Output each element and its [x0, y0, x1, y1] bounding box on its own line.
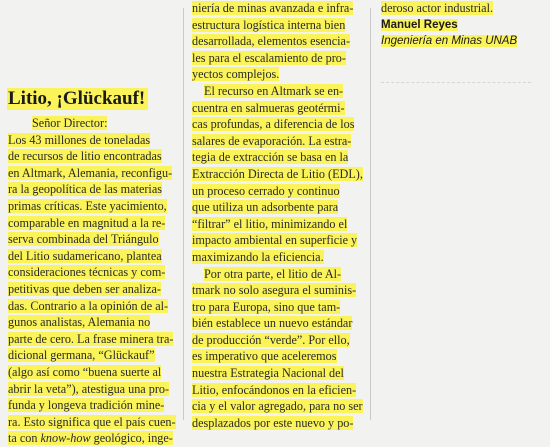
letter-title: Litio, ¡Glückauf! — [7, 88, 148, 110]
text-line: bién establece un nuevo estándar — [192, 316, 353, 331]
text-line: comparable en magnitud a la re- — [8, 215, 166, 230]
text-line: petitivas que deben ser analiza- — [8, 281, 161, 296]
text-line: cia y el valor agregado, para no ser — [192, 399, 363, 414]
text-line: desplazados por este nuevo y po- — [192, 415, 354, 430]
text-line: tegia de extracción se basa en la — [192, 150, 349, 165]
text-line: Extracción Directa de Litio (EDL), — [192, 166, 363, 181]
text-line: ra la geopolítica de las materias — [8, 182, 162, 197]
salutation: Señor Director: — [32, 116, 108, 130]
text-line: del Litio sudamericano, plantea — [8, 248, 162, 263]
text-line: El recurso en Altmark se en- — [204, 83, 344, 98]
text-line: parte de cero. La frase minera tra- — [8, 331, 174, 346]
text-line: niería de minas avanzada e infra- — [192, 1, 354, 15]
column-3 — [381, 0, 546, 50]
column-1-last-line: ta con know-how geológico, inge- — [8, 431, 173, 446]
text-line: de recursos de litio encontradas — [8, 149, 162, 164]
text-line: das. Contrario a la opinión de al- — [8, 298, 169, 313]
text-line: estructura logística interna bien — [192, 17, 346, 32]
text-line: funda y longeva tradición mine- — [8, 398, 165, 413]
column-1-body — [8, 132, 178, 431]
text-line: “filtrar” el litio, minimizando el — [192, 216, 348, 231]
text-line: cas profundas, a diferencia de los — [192, 117, 355, 132]
separator-dots — [381, 82, 531, 84]
text-line: Los 43 millones de toneladas — [8, 132, 151, 147]
text-line: salares de evaporación. La estra- — [192, 133, 352, 148]
text-line: maximizando la eficiencia. — [192, 249, 324, 264]
column-1 — [8, 115, 178, 447]
text-line: serva combinada del Triángulo — [8, 232, 159, 247]
text-line: que utiliza un adsorbente para — [192, 200, 339, 215]
text-line: les para el escalamiento de pro- — [192, 50, 346, 65]
text-line: desarrollada, elementos esencia- — [192, 34, 351, 49]
signature-name: Manuel Reyes — [381, 18, 458, 31]
text-line: primas críticas. Este yacimiento, — [8, 198, 167, 213]
know-how-term: know-how — [40, 431, 91, 446]
text-line: de producción “verde”. Por ello, — [192, 332, 350, 347]
column-rule-left — [183, 8, 184, 420]
text-line: consideraciones técnicas y com- — [8, 265, 166, 280]
text-line: abrir la veta”), atestigua una pro- — [8, 381, 170, 396]
text-line: tro para Europa, sino que tam- — [192, 299, 341, 314]
text-line: Litio, enfocándonos en la eficien- — [192, 382, 357, 397]
text-line: ra. Esto significa que el país cuen- — [8, 414, 176, 429]
text-line: (algo así como “buena suerte al — [8, 364, 162, 379]
text-line: gunos analistas, Alemania no — [8, 315, 151, 330]
text-line: en Altmark, Alemania, reconfigu- — [8, 165, 173, 180]
column-2-body — [192, 0, 364, 431]
column-3-line: deroso actor industrial. — [381, 1, 494, 15]
text-line: es imperativo que aceleremos — [192, 349, 337, 364]
column-rule-right — [370, 8, 371, 420]
text-line: nuestra Estrategia Nacional del — [192, 366, 344, 381]
signature-role: Ingeniería en Minas UNAB — [381, 35, 518, 48]
text-line: dicional germana, “Glückauf” — [8, 348, 155, 363]
text-line: impacto ambiental en superficie y — [192, 233, 358, 248]
text-line: un proceso cerrado y continuo — [192, 183, 340, 198]
text-line: tmark no solo asegura el suminis- — [192, 283, 357, 298]
text-line: cuentra en salmueras geotérmi- — [192, 100, 345, 115]
text-line: yectos complejos. — [192, 67, 280, 82]
column-2 — [192, 0, 364, 431]
text-line: Por otra parte, el litio de Al- — [204, 266, 342, 281]
